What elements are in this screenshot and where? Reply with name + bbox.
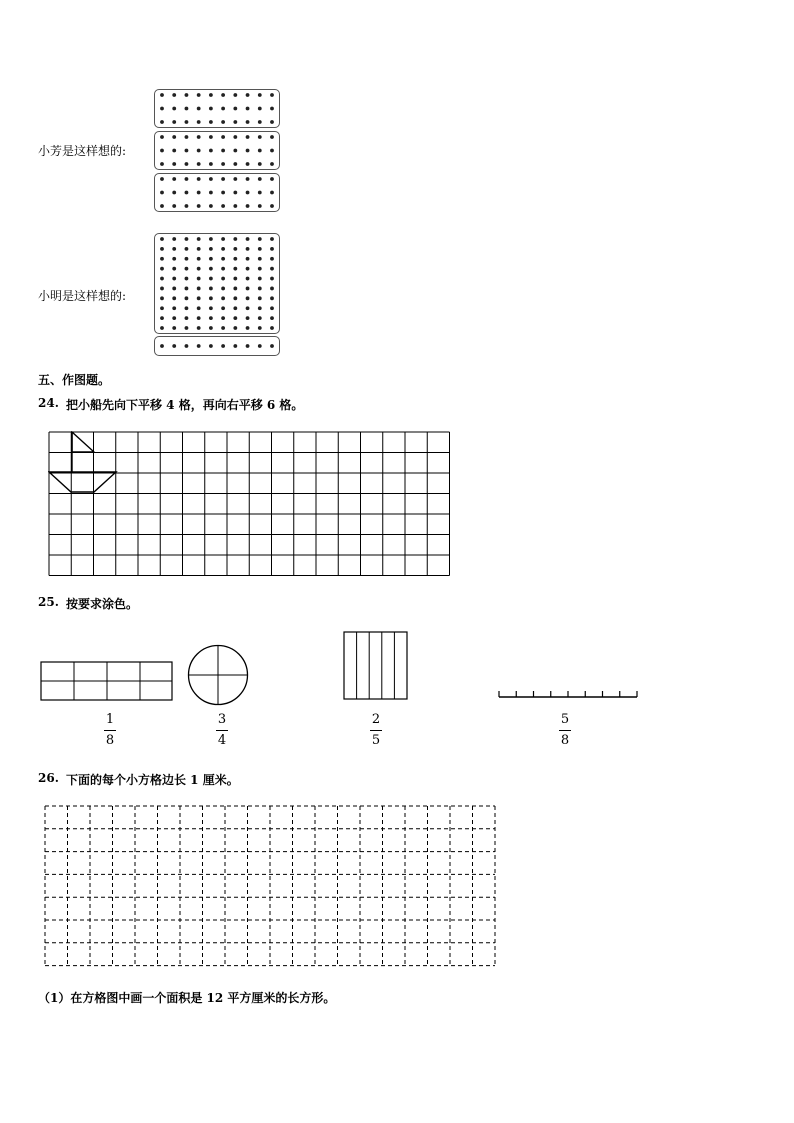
dot-panel <box>154 131 280 170</box>
q24-grid <box>48 431 452 579</box>
dot-panel <box>154 336 280 356</box>
boat-sail <box>72 432 94 452</box>
fraction-1-8: 1 8 <box>105 712 115 748</box>
square-fifths <box>343 631 409 701</box>
q24-number: 24. <box>38 396 59 410</box>
dashed-grid-lines <box>45 806 495 966</box>
circle-quarters <box>187 644 249 706</box>
q26-text: 下面的每个小方格边长 1 厘米。 <box>66 773 239 787</box>
dot-panel-large <box>154 233 280 334</box>
boat-hull <box>49 472 116 492</box>
q25-number: 25. <box>38 595 59 609</box>
segment-eighths <box>497 688 639 700</box>
q26-sub1: （1）在方格图中画一个面积是 12 平方厘米的长方形。 <box>38 991 336 1005</box>
boat-icon <box>49 432 116 492</box>
dot-panel <box>154 89 280 128</box>
xiaoming-label: 小明是这样想的: <box>38 289 127 303</box>
fraction-3-4: 3 4 <box>217 712 227 748</box>
dot-panel <box>154 173 280 212</box>
q25-text: 按要求涂色。 <box>66 597 139 611</box>
q24-text: 把小船先向下平移 4 格，再向右平移 6 格。 <box>66 398 304 412</box>
segment-ticks <box>499 691 637 697</box>
grid-lines <box>49 432 450 576</box>
section-heading: 五、作图题。 <box>38 373 111 387</box>
fraction-2-5: 2 5 <box>371 712 381 748</box>
q26-dashed-grid <box>44 805 498 968</box>
q26-number: 26. <box>38 771 59 785</box>
xiaofang-label: 小芳是这样想的: <box>38 144 127 158</box>
rectangle-eighths <box>40 661 174 702</box>
fraction-5-8: 5 8 <box>560 712 570 748</box>
